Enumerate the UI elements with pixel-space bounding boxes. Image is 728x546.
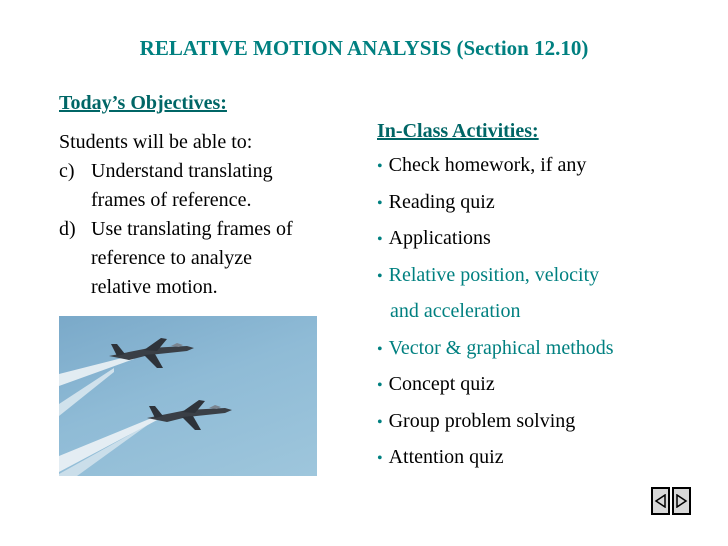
list-item: • Attention quiz: [377, 446, 504, 468]
objective-line: Understand translating: [91, 160, 273, 182]
contrail: [59, 424, 149, 476]
list-item: • Concept quiz: [377, 373, 495, 395]
next-arrow-icon: [675, 494, 688, 508]
objective-line: frames of reference.: [91, 189, 252, 211]
objectives-body: [59, 128, 359, 302]
objective-marker: c): [59, 160, 75, 182]
activities-panel: [377, 120, 717, 478]
jet-icon: [109, 338, 194, 368]
prev-slide-button[interactable]: [651, 487, 670, 515]
slide-navigation: [651, 487, 691, 515]
objective-item: [59, 215, 359, 302]
jets-photo: [59, 316, 317, 476]
next-slide-button[interactable]: [672, 487, 691, 515]
list-item: • Relative position, velocity: [377, 263, 600, 286]
list-item: • Reading quiz: [377, 190, 495, 213]
bullet-icon: •: [377, 450, 383, 467]
objectives-heading: Today’s Objectives:: [59, 92, 227, 114]
objective-line: reference to analyze: [91, 247, 252, 269]
bullet-icon: •: [377, 158, 383, 175]
activities-list: [377, 149, 717, 478]
slide-title: RELATIVE MOTION ANALYSIS (Section 12.10): [139, 36, 589, 60]
jets-illustration: [59, 316, 317, 476]
objectives-intro: Students will be able to:: [59, 131, 253, 153]
jet-icon: [147, 400, 232, 430]
activities-heading: In-Class Activities:: [377, 120, 539, 142]
bullet-icon: •: [377, 340, 383, 358]
list-item: • Check homework, if any: [377, 154, 587, 176]
objective-marker: d): [59, 218, 76, 240]
bullet-icon: •: [377, 194, 383, 212]
list-item: • Applications: [377, 227, 491, 249]
objective-item: [59, 157, 359, 215]
list-item: • Vector & graphical methods: [377, 336, 614, 359]
prev-arrow-icon: [654, 494, 667, 508]
list-item-continuation: and acceleration: [390, 300, 521, 322]
objective-line: Use translating frames of: [91, 218, 293, 240]
bullet-icon: •: [377, 267, 383, 285]
bullet-icon: •: [377, 377, 383, 394]
contrail: [59, 415, 159, 472]
bullet-icon: •: [377, 413, 383, 431]
bullet-icon: •: [377, 231, 383, 248]
list-item: • Group problem solving: [377, 409, 576, 432]
objective-line: relative motion.: [91, 276, 218, 298]
